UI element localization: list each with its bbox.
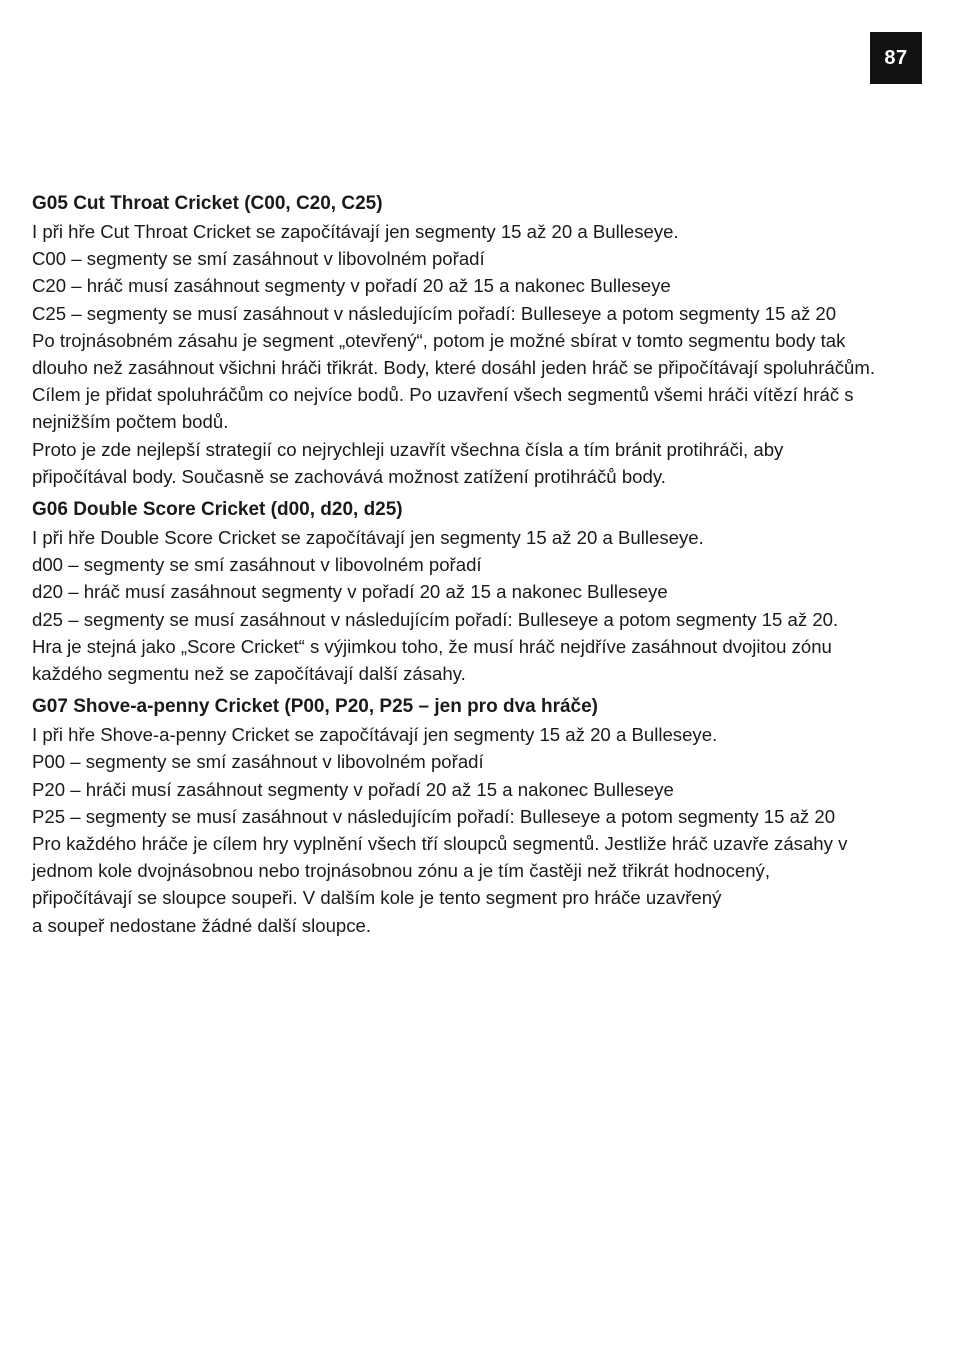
text-line: a soupeř nedostane žádné další sloupce. xyxy=(32,914,372,936)
text-line: C20 – hráč musí zasáhnout segmenty v pořadí 20 až 15 a nakonec Bulleseye xyxy=(32,275,671,297)
text-line: C00 – segmenty se smí zasáhnout v libovolném pořadí xyxy=(32,248,485,270)
text-line: Pro každého hráče je cílem hry vyplnění všech tří sloupců segmentů. Jestliže hráč uzavře zásahy v xyxy=(32,833,848,855)
text-line: d20 – hráč musí zasáhnout segmenty v pořadí 20 až 15 a nakonec Bulleseye xyxy=(32,581,668,603)
text-line: d25 – segmenty se musí zasáhnout v následujícím pořadí: Bulleseye a potom segmenty 15 až 20. xyxy=(32,608,839,630)
section-g05 xyxy=(32,190,932,490)
page-number-badge: 87 xyxy=(870,32,922,84)
document-body xyxy=(32,190,932,945)
text-line: jednom kole dvojnásobnou nebo trojnásobnou zónu a je tím častěji než třikrát hodnocený, xyxy=(32,860,771,882)
text-line: P20 – hráči musí zasáhnout segmenty v pořadí 20 až 15 a nakonec Bulleseye xyxy=(32,778,674,800)
section-title: G05 Cut Throat Cricket (C00, C20, C25) xyxy=(32,193,383,214)
section-g07 xyxy=(32,693,932,939)
section-title: G07 Shove-a-penny Cricket (P00, P20, P25 – jen pro dva hráče) xyxy=(32,696,599,718)
text-line: Hra je stejná jako „Score Cricket“ s výjimkou toho, že musí hráč nejdříve zasáhnout dvojitou zónu xyxy=(32,635,832,657)
section-g06 xyxy=(32,496,932,687)
text-line: P25 – segmenty se musí zasáhnout v následujícím pořadí: Bulleseye a potom segmenty 15 až 20 xyxy=(32,805,836,827)
text-line: C25 – segmenty se musí zasáhnout v následujícím pořadí: Bulleseye a potom segmenty 15 až 20 xyxy=(32,302,837,324)
text-line: připočítával body. Současně se zachovává možnost zatížení protihráčů body. xyxy=(32,465,666,487)
text-line: Po trojnásobném zásahu je segment „otevřený“, potom je možné sbírat v tomto segmentu body tak xyxy=(32,329,846,351)
text-line: Cílem je přidat spoluhráčům co nejvíce bodů. Po uzavření všech segmentů všemi hráči vítězí hráč s xyxy=(32,384,854,406)
text-line: d00 – segmenty se smí zasáhnout v libovolném pořadí xyxy=(32,554,482,576)
text-line: dlouho než zasáhnout všichni hráči třikrát. Body, které dosáhl jeden hráč se připočítávají spoluhráčům. xyxy=(32,357,876,379)
text-line: I při hře Double Score Cricket se započítávají jen segmenty 15 až 20 a Bulleseye. xyxy=(32,527,704,549)
text-line: P00 – segmenty se smí zasáhnout v libovolném pořadí xyxy=(32,751,484,773)
text-line: I při hře Shove-a-penny Cricket se započítávají jen segmenty 15 až 20 a Bulleseye. xyxy=(32,724,718,746)
text-line: Proto je zde nejlepší strategií co nejrychleji uzavřít všechna čísla a tím bránit protihráči, aby xyxy=(32,438,784,460)
text-line: I při hře Cut Throat Cricket se započítávají jen segmenty 15 až 20 a Bulleseye. xyxy=(32,221,679,242)
text-line: připočítávají se sloupce soupeři. V dalším kole je tento segment pro hráče uzavřený xyxy=(32,887,722,909)
text-line: každého segmentu než se započítávají další zásahy. xyxy=(32,663,466,685)
section-title: G06 Double Score Cricket (d00, d20, d25) xyxy=(32,499,403,521)
text-line: nejnižším počtem bodů. xyxy=(32,411,229,433)
